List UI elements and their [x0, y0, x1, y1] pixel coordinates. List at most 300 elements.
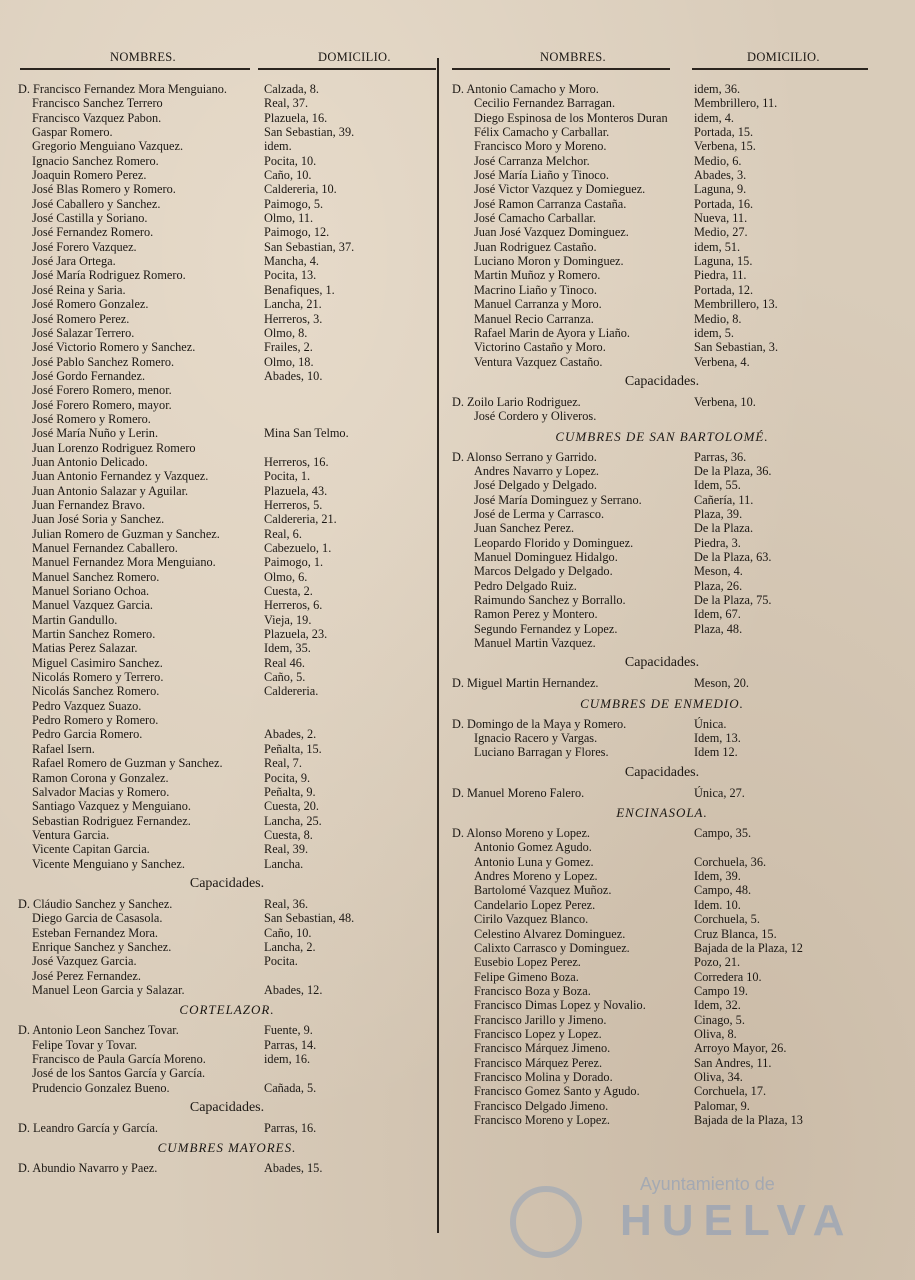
section-heading: CUMBRES DE ENMEDIO.	[580, 695, 744, 711]
domicile: Paimogo, 12.	[264, 225, 330, 240]
person-name: D. Alonso Moreno y Lopez.	[452, 826, 590, 841]
list-item	[452, 731, 872, 745]
domicile: Cabezuelo, 1.	[264, 541, 332, 555]
person-name: José Delgado y Delgado.	[474, 478, 597, 493]
right-entries	[452, 82, 872, 1127]
list-item	[452, 1113, 872, 1127]
list-item	[18, 828, 436, 842]
person-name: Francisco Vazquez Pabon.	[32, 110, 162, 125]
person-name: Segundo Fernandez y Lopez.	[474, 621, 618, 636]
header-domicilio: DOMICILIO.	[318, 50, 391, 64]
list-item	[18, 799, 436, 813]
domicile: Corredera 10.	[694, 969, 762, 984]
list-item	[452, 82, 872, 96]
list-item	[452, 869, 872, 883]
person-name: Martin Muñoz y Romero.	[474, 268, 601, 283]
list-item	[18, 426, 436, 440]
domicile: Membrillero, 13.	[694, 297, 778, 312]
list-item	[18, 785, 436, 799]
domicile: Olmo, 8.	[264, 325, 308, 340]
list-item	[18, 541, 436, 555]
domicile: Única, 27.	[694, 785, 745, 800]
person-name: José Jara Ortega.	[32, 254, 116, 269]
domicile: Lancha, 21.	[264, 297, 322, 312]
list-item	[18, 598, 436, 612]
list-item	[18, 412, 436, 426]
left-header	[18, 46, 436, 72]
domicile: Real, 6.	[264, 526, 302, 541]
domicile: De la Plaza, 75.	[694, 593, 772, 607]
person-name: Calixto Carrasco y Dominguez.	[474, 940, 630, 955]
header-rule	[452, 68, 670, 70]
person-name: Bartolomé Vazquez Muñoz.	[474, 883, 612, 898]
list-item	[452, 607, 872, 621]
person-name: José Forero Romero, mayor.	[32, 397, 172, 412]
person-name: José Victor Vazquez y Domieguez.	[474, 182, 646, 197]
domicile: Herreros, 6.	[264, 598, 323, 613]
person-name: Eusebio Lopez Perez.	[474, 955, 581, 970]
person-name: D. Abundio Navarro y Paez.	[18, 1161, 158, 1176]
person-name: Francisco de Paula García Moreno.	[32, 1052, 206, 1066]
domicile: Plazuela, 16.	[264, 110, 328, 125]
person-name: José Cordero y Oliveros.	[474, 409, 597, 424]
domicile: Medio, 8.	[694, 311, 742, 326]
list-item	[452, 125, 872, 139]
domicile: Peñalta, 9.	[264, 784, 316, 799]
domicile: Idem. 10.	[694, 897, 741, 912]
domicile: Pocita, 13.	[264, 268, 317, 283]
domicile: Caño, 5.	[264, 670, 306, 685]
domicile: Oliva, 34.	[694, 1069, 743, 1084]
domicile: Pozo, 21.	[694, 955, 741, 970]
domicile: Portada, 16.	[694, 196, 754, 211]
list-item	[452, 970, 872, 984]
person-name: D. Leandro García y García.	[18, 1121, 158, 1136]
person-name: Félix Camacho y Carballar.	[474, 125, 610, 140]
person-name: José Victorio Romero y Sanchez.	[32, 340, 196, 355]
domicile: De la Plaza, 63.	[694, 549, 772, 564]
list-item	[452, 154, 872, 168]
person-name: José Perez Fernandez.	[32, 968, 141, 983]
person-name: José Carranza Melchor.	[474, 153, 590, 168]
domicile: Fuente, 9.	[264, 1023, 313, 1038]
header-rule	[20, 68, 250, 70]
column-divider	[437, 58, 439, 1233]
list-item	[452, 225, 872, 239]
person-name: D. Francisco Fernandez Mora Menguiano.	[18, 82, 227, 96]
domicile: Idem, 35.	[264, 641, 311, 656]
person-name: Manuel Carranza y Moro.	[474, 297, 602, 312]
person-name: Francisco Márquez Jimeno.	[474, 1041, 611, 1056]
list-item	[18, 211, 436, 225]
list-item	[452, 593, 872, 607]
domicile: Parras, 36.	[694, 449, 747, 464]
list-item	[18, 570, 436, 584]
person-name: José Caballero y Sanchez.	[32, 196, 161, 211]
person-name: Leopardo Florido y Dominguez.	[474, 535, 634, 550]
person-name: José María Liaño y Tinoco.	[474, 168, 609, 183]
list-item	[452, 139, 872, 153]
section-heading: Capacidades.	[624, 655, 700, 671]
list-item	[18, 857, 436, 871]
domicile: San Sebastian, 39.	[264, 125, 355, 140]
header-domicilio: DOMICILIO.	[747, 50, 820, 64]
list-item	[18, 1081, 436, 1095]
person-name: Ventura Garcia.	[32, 827, 110, 842]
list-item	[452, 326, 872, 340]
person-name: Macrino Liaño y Tinoco.	[474, 282, 597, 297]
list-item	[452, 717, 872, 731]
domicile: Calzada, 8.	[264, 82, 319, 96]
domicile: De la Plaza, 36.	[694, 463, 772, 478]
person-name: José de los Santos García y García.	[32, 1066, 206, 1081]
person-name: Nicolás Sanchez Romero.	[32, 684, 160, 699]
domicile: Idem, 32.	[694, 998, 741, 1013]
list-item	[452, 536, 872, 550]
domicile: Pocita.	[264, 954, 298, 969]
person-name: Prudencio Gonzalez Bueno.	[32, 1080, 170, 1095]
person-name: Cecilio Fernandez Barragan.	[474, 96, 616, 111]
person-name: Gregorio Menguiano Vazquez.	[32, 139, 184, 154]
domicile: Plazuela, 23.	[264, 627, 328, 642]
domicile: San Andres, 11.	[694, 1055, 772, 1070]
person-name: Vicente Menguiano y Sanchez.	[32, 856, 185, 871]
section-heading: CORTELAZOR.	[179, 1002, 275, 1018]
domicile: Olmo, 6.	[264, 569, 308, 584]
person-name: D. Antonio Leon Sanchez Tovar.	[18, 1023, 179, 1038]
list-item	[452, 1013, 872, 1027]
person-name: Juan Rodriguez Castaño.	[474, 239, 597, 254]
domicile: Piedra, 11.	[694, 268, 747, 283]
domicile: Única.	[694, 716, 727, 731]
list-item	[18, 340, 436, 354]
list-item	[18, 469, 436, 483]
list-item	[18, 969, 436, 983]
list-item	[452, 312, 872, 326]
person-name: Francisco Márquez Perez.	[474, 1055, 603, 1070]
domicile: Caño, 10.	[264, 925, 312, 940]
list-item	[452, 927, 872, 941]
person-name: Martin Sanchez Romero.	[32, 627, 156, 642]
section-heading: CUMBRES DE SAN BARTOLOMÉ.	[555, 428, 769, 444]
person-name: José Forero Romero, menor.	[32, 383, 172, 398]
list-item	[18, 82, 436, 96]
list-item	[452, 96, 872, 110]
list-item	[18, 197, 436, 211]
list-item	[452, 521, 872, 535]
person-name: Manuel Dominguez Hidalgo.	[474, 549, 618, 564]
domicile: Corchuela, 5.	[694, 912, 760, 927]
domicile: Parras, 16.	[264, 1121, 317, 1136]
list-item	[18, 742, 436, 756]
list-item	[452, 254, 872, 268]
domicile: Laguna, 15.	[694, 254, 753, 269]
list-item	[18, 154, 436, 168]
list-item	[18, 168, 436, 182]
domicile: Vieja, 19.	[264, 612, 312, 627]
person-name: José María Rodriguez Romero.	[32, 268, 186, 283]
domicile: Pocita, 1.	[264, 469, 311, 484]
domicile: Frailes, 2.	[264, 340, 313, 355]
domicile: Herreros, 3.	[264, 311, 323, 326]
domicile: Portada, 12.	[694, 282, 754, 297]
list-item	[452, 240, 872, 254]
person-name: D. Cláudio Sanchez y Sanchez.	[18, 896, 173, 911]
person-name: José Romero Perez.	[32, 311, 130, 326]
list-item	[452, 826, 872, 840]
person-name: José Romero y Romero.	[32, 411, 151, 426]
domicile: Paimogo, 5.	[264, 196, 324, 211]
list-item	[452, 1041, 872, 1055]
domicile: Olmo, 11.	[264, 211, 314, 226]
list-item	[452, 478, 872, 492]
person-name: Julian Romero de Guzman y Sanchez.	[32, 526, 220, 541]
list-item	[452, 1099, 872, 1113]
domicile: Real, 37.	[264, 96, 309, 111]
person-name: Vicente Capitan Garcia.	[32, 842, 150, 857]
domicile: Paimogo, 1.	[264, 555, 324, 570]
domicile: Abades, 10.	[264, 368, 323, 383]
person-name: Victorino Castaño y Moro.	[474, 340, 606, 355]
person-name: Francisco Gomez Santo y Agudo.	[474, 1084, 640, 1099]
list-item	[452, 855, 872, 869]
person-name: Francisco Moreno y Lopez.	[474, 1112, 610, 1127]
list-item	[18, 383, 436, 397]
person-name: Francisco Moro y Moreno.	[474, 139, 607, 154]
domicile: Lancha.	[264, 856, 304, 871]
domicile: Medio, 6.	[694, 153, 742, 168]
person-name: Gaspar Romero.	[32, 125, 113, 140]
domicile: Cuesta, 20.	[264, 799, 319, 814]
list-item	[18, 641, 436, 655]
list-item	[452, 786, 872, 800]
list-item	[18, 911, 436, 925]
domicile: Lancha, 2.	[264, 939, 316, 954]
list-item	[18, 398, 436, 412]
person-name: José María Dominguez y Serrano.	[474, 492, 642, 507]
person-name: Santiago Vazquez y Menguiano.	[32, 799, 191, 814]
person-name: Rafael Isern.	[32, 741, 95, 756]
domicile: Herreros, 5.	[264, 497, 323, 512]
domicile: Real 46.	[264, 655, 305, 670]
domicile: Oliva, 8.	[694, 1026, 737, 1041]
list-item	[18, 1161, 436, 1175]
list-item	[18, 1066, 436, 1080]
domicile: San Sebastian, 37.	[264, 239, 355, 254]
person-name: Juan Antonio Salazar y Aguilar.	[32, 483, 189, 498]
list-item	[18, 613, 436, 627]
domicile: Benafiques, 1.	[264, 282, 335, 297]
domicile: Plaza, 26.	[694, 578, 743, 593]
person-name: D. Antonio Camacho y Moro.	[452, 82, 599, 96]
list-item	[452, 1084, 872, 1098]
person-name: Ramon Corona y Gonzalez.	[32, 770, 169, 785]
list-item	[452, 745, 872, 759]
person-name: Pedro Garcia Romero.	[32, 727, 143, 742]
list-item	[18, 225, 436, 239]
section-heading: Capacidades.	[189, 1100, 265, 1116]
list-item	[18, 713, 436, 727]
list-item	[18, 771, 436, 785]
list-item	[18, 297, 436, 311]
domicile: Cañería, 11.	[694, 492, 754, 507]
watermark-line1: Ayuntamiento de	[640, 1174, 775, 1194]
list-item	[18, 268, 436, 282]
domicile: Corchuela, 17.	[694, 1084, 767, 1099]
section-heading: CUMBRES MAYORES.	[157, 1140, 297, 1156]
person-name: Juan José Vazquez Dominguez.	[474, 225, 629, 240]
person-name: Ventura Vazquez Castaño.	[474, 354, 603, 369]
watermark-seal-icon	[510, 1186, 582, 1258]
person-name: Felipe Tovar y Tovar.	[32, 1037, 138, 1052]
domicile: idem, 4.	[694, 110, 734, 125]
person-name: Francisco Boza y Boza.	[474, 983, 591, 998]
person-name: Ramon Perez y Montero.	[474, 607, 598, 622]
domicile: Peñalta, 15.	[264, 741, 322, 756]
person-name: José Gordo Fernandez.	[32, 368, 146, 383]
list-item	[452, 564, 872, 578]
domicile: Verbena, 4.	[694, 354, 750, 369]
right-header	[452, 46, 872, 72]
domicile: Idem, 39.	[694, 869, 741, 884]
person-name: Pedro Vazquez Suazo.	[32, 698, 142, 713]
person-name: Diego Garcia de Casasola.	[32, 911, 163, 926]
person-name: Manuel Sanchez Romero.	[32, 569, 160, 584]
person-name: José de Lerma y Carrasco.	[474, 506, 605, 521]
domicile: Abades, 12.	[264, 982, 323, 997]
person-name: Juan Antonio Fernandez y Vazquez.	[32, 469, 209, 484]
person-name: Esteban Fernandez Mora.	[32, 925, 158, 940]
domicile: Bajada de la Plaza, 12	[694, 940, 803, 955]
domicile: idem, 51.	[694, 239, 741, 254]
domicile: Verbena, 10.	[694, 394, 756, 409]
person-name: Andres Navarro y Lopez.	[474, 463, 599, 478]
list-item	[18, 96, 436, 110]
domicile: Piedra, 3.	[694, 535, 741, 550]
domicile: idem, 36.	[694, 82, 741, 96]
person-name: Manuel Fernandez Mora Menguiano.	[32, 555, 216, 570]
list-item	[18, 312, 436, 326]
list-item	[452, 168, 872, 182]
person-name: José Castilla y Soriano.	[32, 211, 148, 226]
person-name: Luciano Moron y Dominguez.	[474, 254, 624, 269]
domicile: Real, 36.	[264, 896, 309, 911]
list-item	[18, 455, 436, 469]
person-name: Francisco Lopez y Lopez.	[474, 1026, 602, 1041]
person-name: Pedro Romero y Romero.	[32, 713, 159, 728]
list-item	[18, 254, 436, 268]
list-item	[18, 125, 436, 139]
person-name: Joaquin Romero Perez.	[32, 168, 147, 183]
person-name: D. Domingo de la Maya y Romero.	[452, 716, 627, 731]
domicile: Cuesta, 8.	[264, 827, 313, 842]
domicile: Membrillero, 11.	[694, 96, 778, 111]
list-item	[452, 1027, 872, 1041]
domicile: Meson, 4.	[694, 564, 743, 579]
domicile: idem, 5.	[694, 325, 734, 340]
list-item	[18, 1038, 436, 1052]
person-name: Ignacio Sanchez Romero.	[32, 153, 159, 168]
person-name: Rafael Romero de Guzman y Sanchez.	[32, 756, 223, 771]
list-item	[452, 355, 872, 369]
watermark-line2: HUELVA	[620, 1196, 855, 1245]
domicile: idem, 16.	[264, 1052, 311, 1066]
header-nombres: NOMBRES.	[540, 50, 606, 64]
list-item	[452, 464, 872, 478]
person-name: Celestino Alvarez Dominguez.	[474, 926, 626, 941]
list-item	[18, 954, 436, 968]
list-item	[452, 111, 872, 125]
domicile: Cinago, 5.	[694, 1012, 745, 1027]
domicile: Corchuela, 36.	[694, 854, 767, 869]
person-name: Rafael Marin de Ayora y Liaño.	[474, 325, 630, 340]
domicile: Idem 12.	[694, 745, 738, 760]
domicile: De la Plaza.	[694, 521, 754, 536]
domicile: Idem, 55.	[694, 478, 741, 493]
domicile: Abades, 2.	[264, 727, 317, 742]
list-item	[18, 940, 436, 954]
list-item	[18, 283, 436, 297]
person-name: José Vazquez Garcia.	[32, 954, 137, 969]
domicile: Nueva, 11.	[694, 211, 748, 226]
list-item	[452, 941, 872, 955]
list-item	[18, 1052, 436, 1066]
list-item	[452, 182, 872, 196]
domicile: Arroyo Mayor, 26.	[694, 1041, 787, 1056]
domicile: Abades, 3.	[694, 168, 747, 183]
list-item	[452, 676, 872, 690]
domicile: Plaza, 48.	[694, 621, 743, 636]
list-item	[452, 840, 872, 854]
list-item	[452, 507, 872, 521]
person-name: Manuel Recio Carranza.	[474, 311, 594, 326]
list-item	[452, 340, 872, 354]
list-item	[452, 211, 872, 225]
domicile: Idem, 13.	[694, 731, 741, 746]
person-name: Pedro Delgado Ruiz.	[474, 578, 577, 593]
person-name: José Forero Vazquez.	[32, 239, 137, 254]
person-name: Ignacio Racero y Vargas.	[474, 731, 598, 746]
domicile: Campo, 35.	[694, 826, 752, 841]
domicile: San Sebastian, 48.	[264, 911, 355, 926]
list-item	[18, 527, 436, 541]
domicile: Parras, 14.	[264, 1037, 317, 1052]
person-name: Nicolás Romero y Terrero.	[32, 670, 164, 685]
list-item	[18, 897, 436, 911]
person-name: Matias Perez Salazar.	[32, 641, 138, 656]
domicile: Real, 39.	[264, 842, 309, 857]
person-name: Martin Gandullo.	[32, 612, 118, 627]
list-item	[18, 111, 436, 125]
domicile: Campo 19.	[694, 983, 748, 998]
list-item	[18, 627, 436, 641]
list-item	[452, 268, 872, 282]
section-heading: Capacidades.	[624, 764, 700, 780]
person-name: Sebastian Rodriguez Fernandez.	[32, 813, 191, 828]
person-name: Raimundo Sanchez y Borrallo.	[474, 593, 626, 607]
domicile: Verbena, 15.	[694, 139, 756, 154]
domicile: Palomar, 9.	[694, 1098, 750, 1113]
person-name: Juan Sanchez Perez.	[474, 521, 575, 536]
person-name: D. Miguel Martin Hernandez.	[452, 676, 599, 691]
list-item	[452, 998, 872, 1012]
domicile: Portada, 15.	[694, 125, 754, 140]
person-name: José María Nuño y Lerin.	[32, 426, 159, 441]
person-name: Manuel Vazquez Garcia.	[32, 598, 153, 613]
right-column	[452, 0, 872, 1280]
person-name: Andres Moreno y Lopez.	[474, 869, 598, 884]
domicile: Laguna, 9.	[694, 182, 747, 197]
